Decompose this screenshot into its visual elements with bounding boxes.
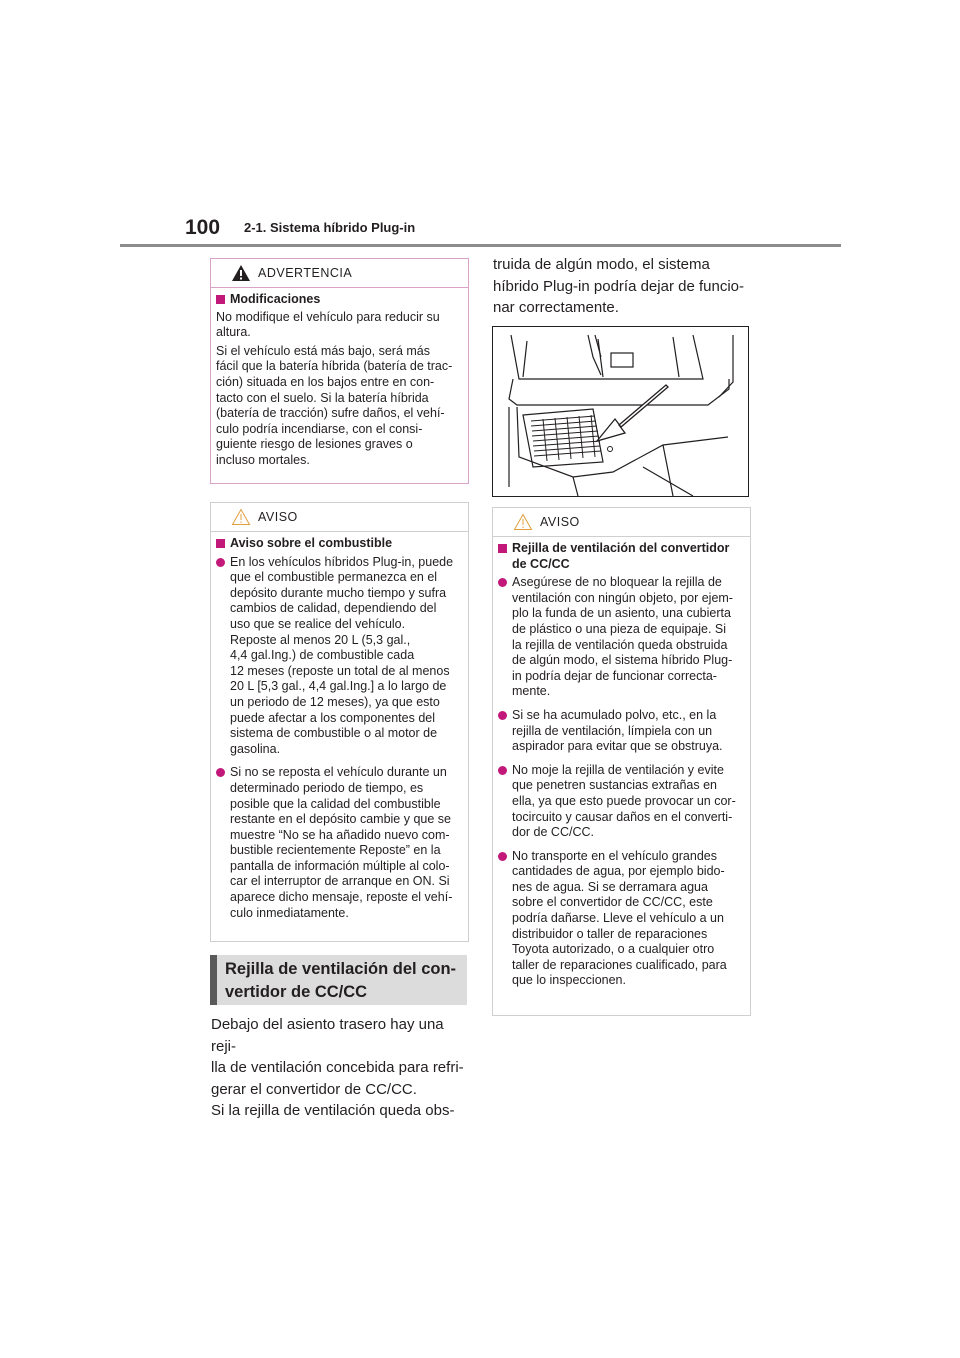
warning-paragraph: Si el vehículo está más bajo, será más fácil que la batería híbrida (batería de trac- ción) situada en los bajos entre en con- tacto con el suelo. Si la batería híbrida (batería de tracción) sufre daños, el vehí- culo podría incendiarse, con el consi- guiente riesgo de lesiones graves o incluso mortales. bbox=[216, 343, 453, 467]
section-subheading: Rejilla de ventilación del con- vertidor de CC/CC bbox=[210, 955, 467, 1005]
notice-box-header bbox=[493, 508, 750, 537]
seat-vent-drawing bbox=[493, 327, 748, 496]
vent-grille-illustration bbox=[492, 326, 749, 497]
round-bullet-icon bbox=[498, 766, 507, 775]
notice-box-vent bbox=[492, 507, 751, 1016]
square-bullet-icon bbox=[216, 295, 225, 304]
caution-triangle-icon bbox=[513, 513, 533, 531]
round-bullet-icon bbox=[216, 558, 225, 567]
list-item bbox=[498, 849, 744, 989]
list-item-text: Si no se reposta el vehículo durante un determinado periodo de tiempo, es posible que la calidad del combustible restante en el depósito cambie y que se muestre “No se ha añadido nuevo com- bustible recientemente Reposte” en la pantalla de información múltiple al colo- car el interruptor de arranque en ON. Si aparece dicho mensaje, reposte el vehí- culo inmediatamente. bbox=[230, 765, 453, 920]
notice-title-text: Rejilla de ventilación del convertidor de CC/CC bbox=[512, 541, 730, 571]
list-item bbox=[498, 763, 744, 841]
notice-title-text: Aviso sobre el combustible bbox=[230, 536, 393, 550]
list-item bbox=[498, 708, 744, 755]
warning-box-header bbox=[211, 259, 468, 288]
notice-box-body bbox=[211, 532, 468, 921]
round-bullet-icon bbox=[498, 711, 507, 720]
header-rule bbox=[120, 244, 841, 247]
page-number: 100 bbox=[185, 216, 221, 239]
notice-box-fuel bbox=[210, 502, 469, 942]
notice-label: AVISO bbox=[258, 510, 298, 524]
section-header: 2-1. Sistema híbrido Plug-in bbox=[244, 220, 416, 235]
round-bullet-icon bbox=[498, 852, 507, 861]
warning-title bbox=[216, 292, 462, 308]
notice-label: AVISO bbox=[540, 515, 580, 529]
round-bullet-icon bbox=[216, 768, 225, 777]
square-bullet-icon bbox=[498, 544, 507, 553]
warning-box bbox=[210, 258, 469, 484]
body-text-right: truida de algún modo, el sistema híbrido Plug-in podría dejar de funcio- nar correctamente. bbox=[493, 256, 744, 316]
warning-title-text: Modificaciones bbox=[230, 292, 321, 306]
square-bullet-icon bbox=[216, 539, 225, 548]
list-item-text: En los vehículos híbridos Plug-in, puede que el combustible permanezca en el depósito durante mucho tiempo y sufra cambios de calidad, dependiendo del uso que se realice del vehículo. Reposte al menos 20 L (5,3 gal., 4,4 gal.Ing.) de combustible cada 12 meses (reposte un total de al menos 20 L [5,3 gal., 4,4 gal.Ing.] a lo largo de un periodo de 12 meses), ya que esto puede afectar a los componentes del sistema de combustible o al motor de gasolina. bbox=[230, 554, 454, 756]
notice-box-body bbox=[493, 537, 750, 989]
caution-triangle-icon bbox=[231, 508, 251, 526]
notice-title bbox=[498, 541, 744, 572]
list-item-text: Si se ha acumulado polvo, etc., en la rejilla de ventilación, límpiela con un aspirador para evitar que se obstruya. bbox=[512, 707, 723, 754]
warning-label: ADVERTENCIA bbox=[258, 266, 353, 280]
notice-box-header bbox=[211, 503, 468, 532]
warning-paragraph: No modifique el vehículo para reducir su altura. bbox=[216, 309, 440, 340]
body-text-left: Debajo del asiento trasero hay una reji- lla de ventilación concebida para refri- gerar el convertidor de CC/CC. Si la rejilla de ventilación queda obs- bbox=[211, 1016, 464, 1119]
warning-triangle-icon bbox=[231, 264, 251, 282]
list-item bbox=[216, 765, 462, 921]
list-item-text: Asegúrese de no bloquear la rejilla de ventilación con ningún objeto, por ejem- plo la funda de un asiento, una cubierta de plástico o una pieza de equipaje. Si la rejilla de ventilación queda obstruida de algún modo, el sistema híbrido Plug- in podría dejar de funcionar correcta- mente. bbox=[512, 575, 733, 699]
list-item bbox=[216, 555, 462, 758]
warning-box-body bbox=[211, 288, 468, 469]
list-item bbox=[498, 575, 744, 700]
list-item-text: No transporte en el vehículo grandes cantidades de agua, por ejemplo bido- nes de agua. Si se derramara agua sobre el convertidor de CC/CC, este podría dañarse. Lleve el vehículo a un distribuidor o taller de reparaciones Toyota autorizado, o a cualquier otro taller de reparaciones cualificado, para que lo inspeccionen. bbox=[512, 848, 727, 988]
list-item-text: No moje la rejilla de ventilación y evite que penetren sustancias extrañas en ella, ya que esto puede provocar un cor- tocircuito y causar daños en el converti- dor de CC/CC. bbox=[512, 762, 736, 840]
round-bullet-icon bbox=[498, 578, 507, 587]
notice-title bbox=[216, 536, 462, 552]
